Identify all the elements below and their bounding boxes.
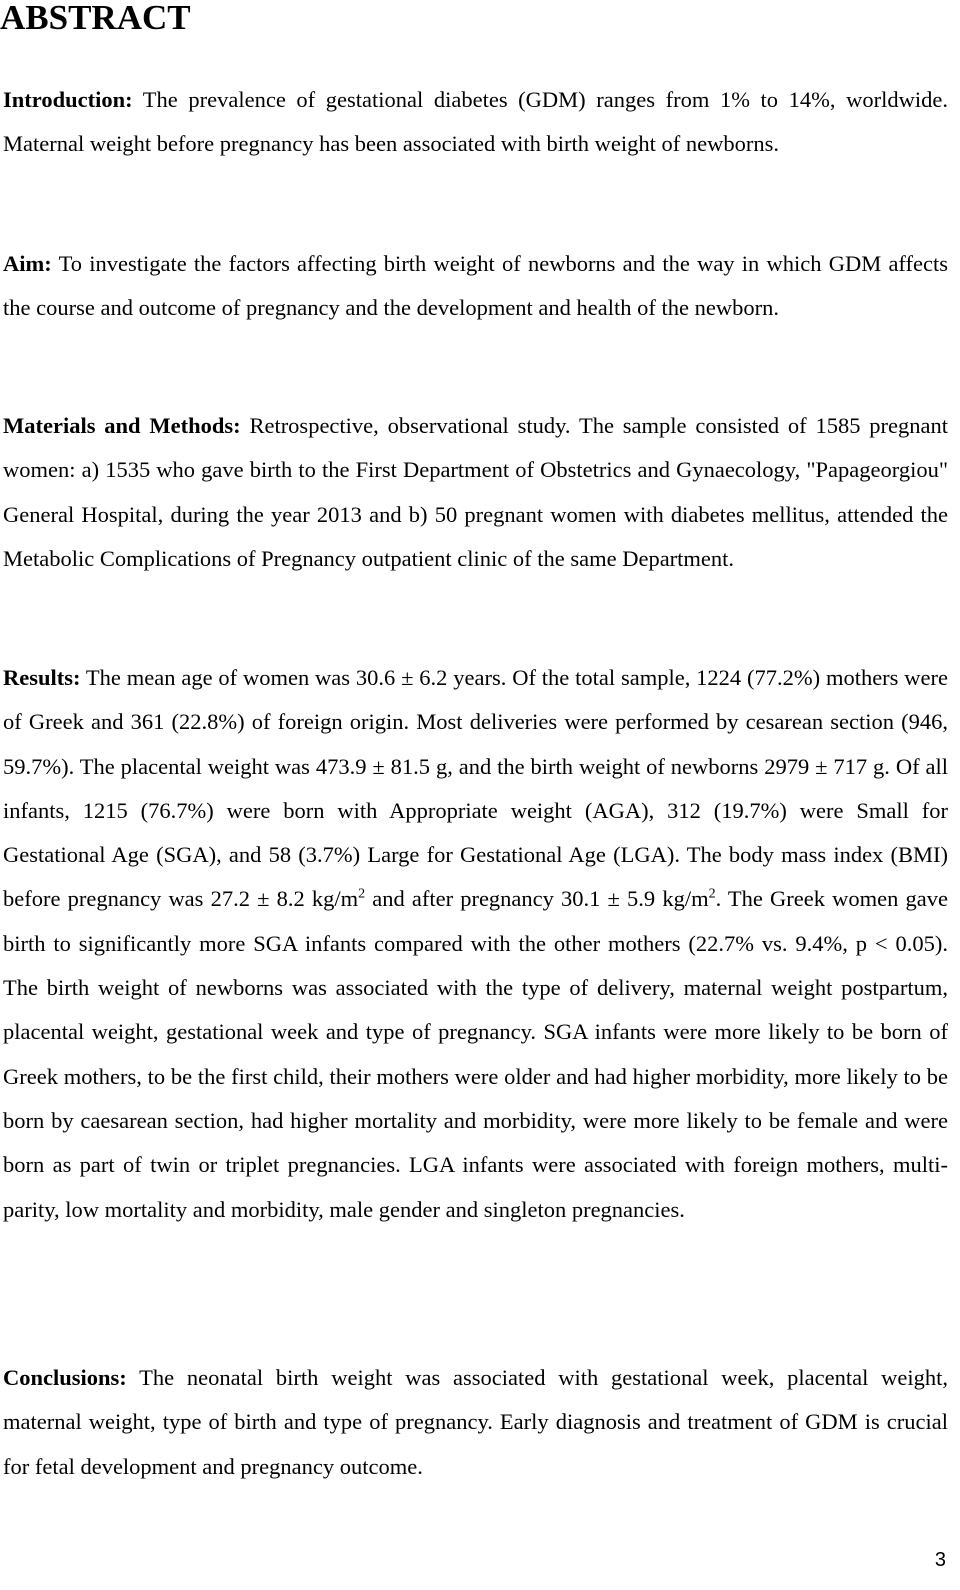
methods-paragraph bbox=[3, 404, 948, 581]
page-number: 3 bbox=[934, 1549, 946, 1571]
conclusions-text: The neonatal birth weight was associated with gestational week, placental weight, maternal weight, type of birth and type of pregnancy. Early diagnosis and treatment of GDM is crucial for fetal development and pregnancy outcome. bbox=[3, 1365, 948, 1479]
superscript-squared: 2 bbox=[708, 886, 716, 902]
abstract-heading: ABSTRACT bbox=[0, 0, 191, 37]
results-text-part-1: The mean age of women was 30.6 ± 6.2 years. Of the total sample, 1224 (77.2%) mothers were of Greek and 361 (22.8%) of foreign origin. Most deliveries were performed by cesarean section (946, 59.7%). The placental weight was 473.9 ± 81.5 g, and the birth weight of newborns 2979 ± 717 g. Of all infants, 1215 (76.7%) were born with Appropriate weight (AGA), 312 (19.7%) were Small for Gestational Age (SGA), and 58 (3.7%) Large for Gestational Age (LGA). The body mass index (BMI) before pregnancy was 27.2 ± 8.2 kg/m bbox=[3, 665, 948, 912]
methods-label: Materials and Methods: bbox=[3, 413, 241, 438]
introduction-label: Introduction: bbox=[3, 87, 133, 112]
methods-text: Retrospective, observational study. The sample consisted of 1585 pregnant women: a) 1535 who gave birth to the First Department of Obstetrics and Gynaecology, "Papageorgiou" General Hospital, during the year 2013 and b) 50 pregnant women with diabetes mellitus, attended the Metabolic Complications of Pregnancy outpatient clinic of the same Department. bbox=[3, 413, 948, 571]
results-text-part-3: . The Greek women gave birth to significantly more SGA infants compared with the other mothers (22.7% vs. 9.4%, p < 0.05). The birth weight of newborns was associated with the type of delivery, maternal weight postpartum, placental weight, gestational week and type of pregnancy. SGA infants were more likely to be born of Greek mothers, to be the first child, their mothers were older and had higher morbidity, more likely to be born by caesarean section, had higher mortality and morbidity, were more likely to be female and were born as part of twin or triplet pregnancies. LGA infants were associated with foreign mothers, multi-parity, low mortality and morbidity, male gender and singleton pregnancies. bbox=[3, 886, 949, 1222]
aim-label: Aim: bbox=[3, 251, 52, 276]
results-paragraph bbox=[3, 656, 948, 1232]
introduction-paragraph bbox=[3, 78, 948, 167]
results-label: Results: bbox=[3, 665, 81, 690]
superscript-squared: 2 bbox=[358, 886, 366, 902]
introduction-text: The prevalence of gestational diabetes (GDM) ranges from 1% to 14%, worldwide. Maternal weight before pregnancy has been associated with birth weight of newborns. bbox=[3, 87, 948, 157]
results-text-part-2: and after pregnancy 30.1 ± 5.9 kg/m bbox=[365, 886, 709, 912]
aim-text: To investigate the factors affecting birth weight of newborns and the way in which GDM affects the course and outcome of pregnancy and the development and health of the newborn. bbox=[3, 251, 948, 321]
conclusions-label: Conclusions: bbox=[3, 1365, 127, 1390]
aim-paragraph bbox=[3, 242, 948, 331]
conclusions-paragraph bbox=[3, 1356, 948, 1489]
